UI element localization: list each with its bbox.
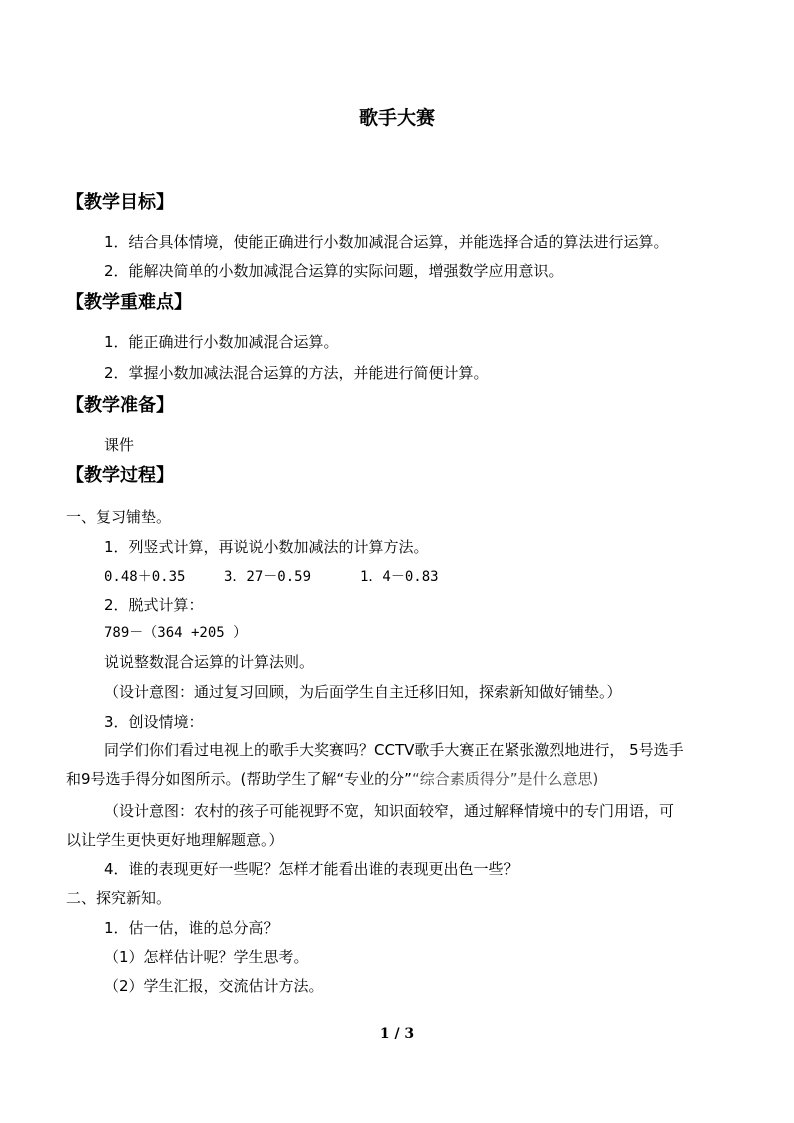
prep-text: 课件 xyxy=(104,436,135,454)
expression-2: 3．27－0.59 xyxy=(224,569,312,585)
part1-step1: 1．列竖式计算，再说说小数加减法的计算方法。 xyxy=(104,538,429,556)
expression-4: 789－（364 +205 ） xyxy=(104,625,248,641)
section-heading-goals: 【教学目标】 xyxy=(66,192,174,213)
page-number: 1 / 3 xyxy=(379,1026,415,1042)
part1-step3: 3．创设情境： xyxy=(104,713,204,731)
part2-sub1: （1）怎样估计呢？学生思考。 xyxy=(104,948,309,966)
section-heading-prep: 【教学准备】 xyxy=(66,395,174,416)
expression-1: 0.48＋0.35 xyxy=(104,569,186,585)
part2-title: 二、探究新知。 xyxy=(66,889,172,907)
scene-line-1: 同学们你们看过电视上的歌手大奖赛吗？CCTV歌手大赛正在紧张激烈地进行， 5号选手 xyxy=(104,741,684,759)
design-note-2-line-2: 以让学生更快更好地理解题意。） xyxy=(66,831,284,849)
keypoint-item-1: 1．能正确进行小数加减混合运算。 xyxy=(104,333,339,351)
section-heading-process: 【教学过程】 xyxy=(66,465,174,486)
part1-rule: 说说整数混合运算的计算法则。 xyxy=(104,653,315,671)
design-note-2-line-1: （设计意图：农村的孩子可能视野不宽，知识面较窄，通过解释情境中的专门用语，可 xyxy=(104,802,675,820)
page-title: 歌手大赛 xyxy=(358,107,435,129)
scene-line-2 xyxy=(66,768,598,790)
keypoint-item-2: 2．掌握小数加减法混合运算的方法，并能进行简便计算。 xyxy=(104,364,489,382)
design-note-1: （设计意图：通过复习回顾，为后面学生自主迁移旧知，探索新知做好铺垫。） xyxy=(104,683,622,701)
scene-line-2-term: “综合素质得分”是什么意思) xyxy=(411,770,599,788)
goal-item-2: 2．能解决简单的小数加减混合运算的实际问题，增强数学应用意识。 xyxy=(104,262,564,280)
part2-sub2: （2）学生汇报，交流估计方法。 xyxy=(104,977,324,995)
part1-title: 一、复习铺垫。 xyxy=(66,508,172,526)
part1-step4: 4．谁的表现更好一些呢？怎样才能看出谁的表现更出色一些？ xyxy=(104,860,519,878)
expression-3: 1．4－0.83 xyxy=(360,569,439,585)
section-heading-keypoints: 【教学重难点】 xyxy=(66,292,192,313)
part1-step2: 2．脱式计算： xyxy=(104,596,204,614)
scene-line-2-main: 和9号选手得分如图所示。(帮助学生了解“专业的分” xyxy=(66,770,412,788)
goal-item-1: 1．结合具体情境，使能正确进行小数加减混合运算，并能选择合适的算法进行运算。 xyxy=(104,233,669,251)
part2-step1: 1．估一估，谁的总分高？ xyxy=(104,919,279,937)
